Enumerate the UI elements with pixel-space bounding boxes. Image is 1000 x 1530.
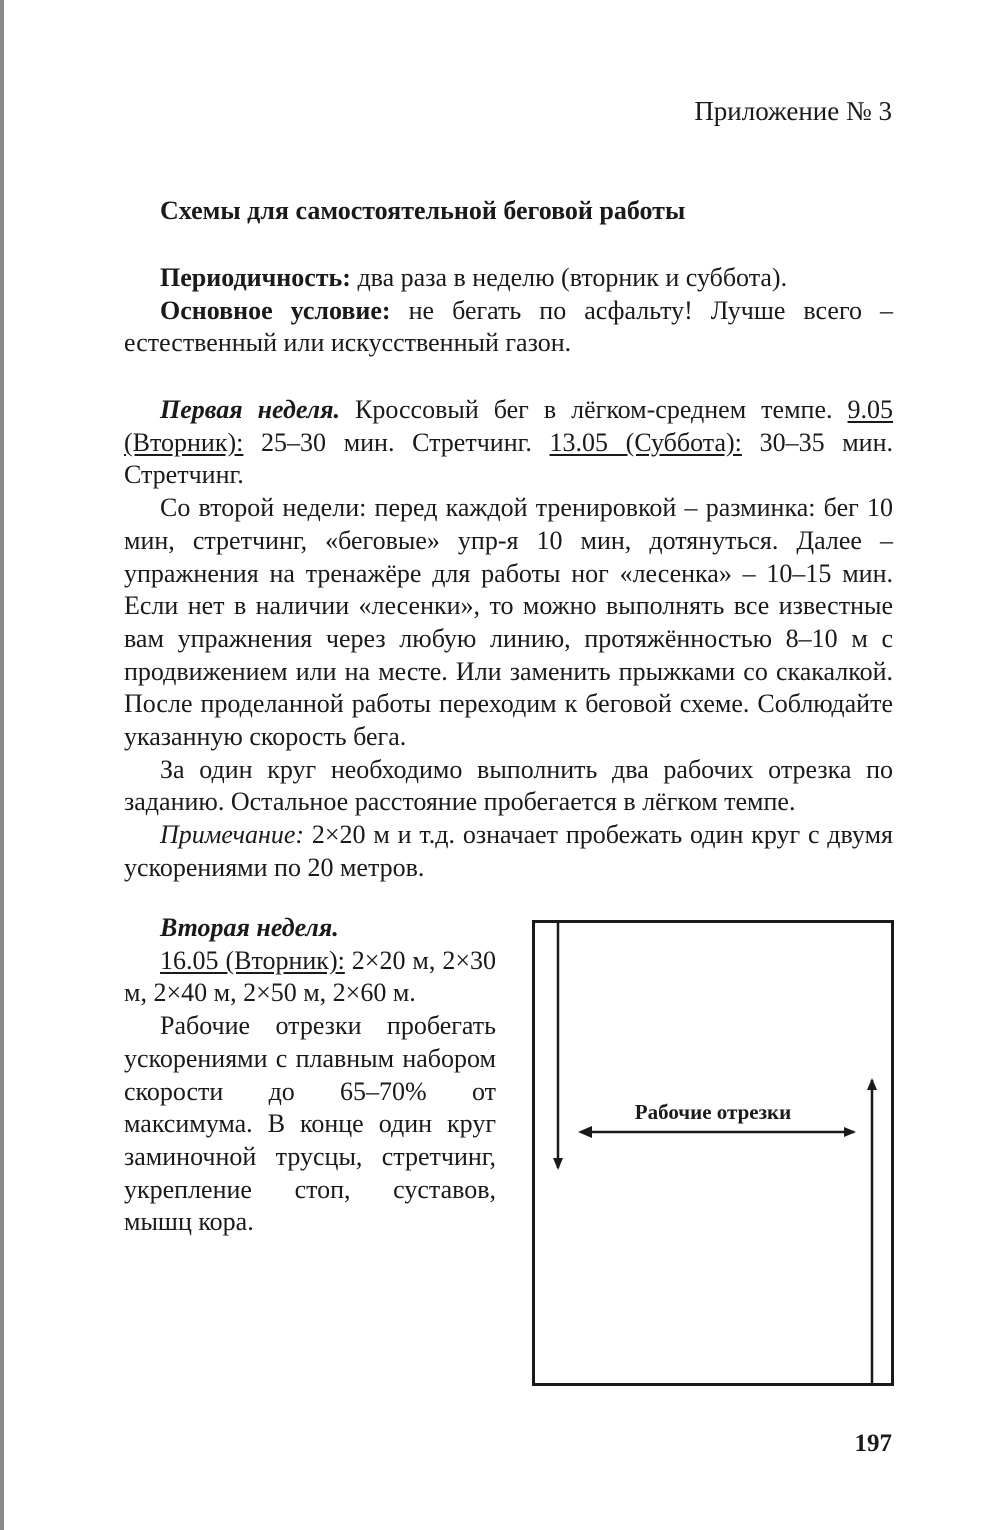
lap-paragraph: За один круг необходимо выполнить два рабочих отрезка по заданию. Остальное расстояние пробегается в лёгком темпе. — [124, 754, 893, 817]
note-paragraph — [124, 819, 893, 884]
note-text: 2×20 м и т.д. означает пробежать один круг с двумя ускорениями по 20 метров. — [124, 820, 893, 882]
track-outline — [534, 922, 893, 1385]
page-title: Схемы для самостоятельной беговой работы — [160, 196, 686, 225]
segment-arrow-left-head — [578, 1126, 592, 1138]
page-edge — [0, 0, 4, 1530]
page-number: 197 — [854, 1430, 892, 1457]
week2-description: Рабочие отрезки пробегать ускорениями с плавным набором скорости до 65–70% от максимума. В конце один круг заминочной трусцы, стретчинг, укрепление стоп, суставов, мышц кора. — [124, 1011, 496, 1237]
periodicity-paragraph — [124, 262, 893, 295]
note-label: Примечание: — [160, 820, 305, 850]
diagram-graphic — [532, 920, 894, 1386]
week2-label: Вторая неделя. — [160, 913, 339, 942]
week2-block — [124, 912, 496, 1239]
week2-heading — [124, 912, 496, 945]
week1-block — [124, 394, 893, 885]
week1-date1: 9.05 (Вторник): — [124, 395, 894, 457]
week1-label: Первая неделя. — [160, 395, 340, 424]
condition-paragraph — [124, 295, 893, 360]
week1-text1: 25–30 мин. Стретчинг. — [243, 427, 550, 457]
week1-lead: Кроссовый бег в лёгком-среднем темпе. — [339, 395, 848, 424]
warmup-paragraph: Со второй недели: перед каждой тренировкой – разминка: бег 10 мин, стретчинг, «беговые» упр-я 10 мин, дотянуться. Далее – упражнения на тренажёре для работы ног «лесенка» – 10–15 мин. Если нет в наличии «лесенки», то можно выполнять все известные вам упражнения через любую линию, протяжённостью 8–10 м с продвижением или на месте. Или заменить прыжками со скакалкой. После проделанной работы переходим к беговой схеме. Соблюдайте указанную скорость бега. — [124, 493, 893, 752]
week1-paragraph — [124, 394, 893, 492]
week2-date: 16.05 (Вторник): — [160, 945, 345, 975]
week2-paragraph — [124, 945, 496, 1010]
periodicity-text: два раза в неделю (вторник и суббота). — [350, 263, 788, 292]
condition-label: Основное условие: — [160, 295, 391, 325]
working-segments-label: Рабочие отрезки — [634, 1100, 792, 1124]
week2-text: 2×20 м, 2×30 м, 2×40 м, 2×50 м, 2×60 м. — [124, 945, 496, 1008]
appendix-label: Приложение № 3 — [694, 96, 892, 126]
periodicity-label: Периодичность: — [160, 263, 351, 292]
intro-block — [124, 262, 893, 360]
running-scheme-diagram — [532, 920, 894, 1386]
week1-text2: 30–35 мин. Стретчинг. — [124, 427, 894, 490]
condition-text: не бегать по асфальту! Лучше всего – естественный или искусственный газон. — [124, 295, 893, 358]
week1-date2: 13.05 (Суббота): — [549, 427, 742, 457]
